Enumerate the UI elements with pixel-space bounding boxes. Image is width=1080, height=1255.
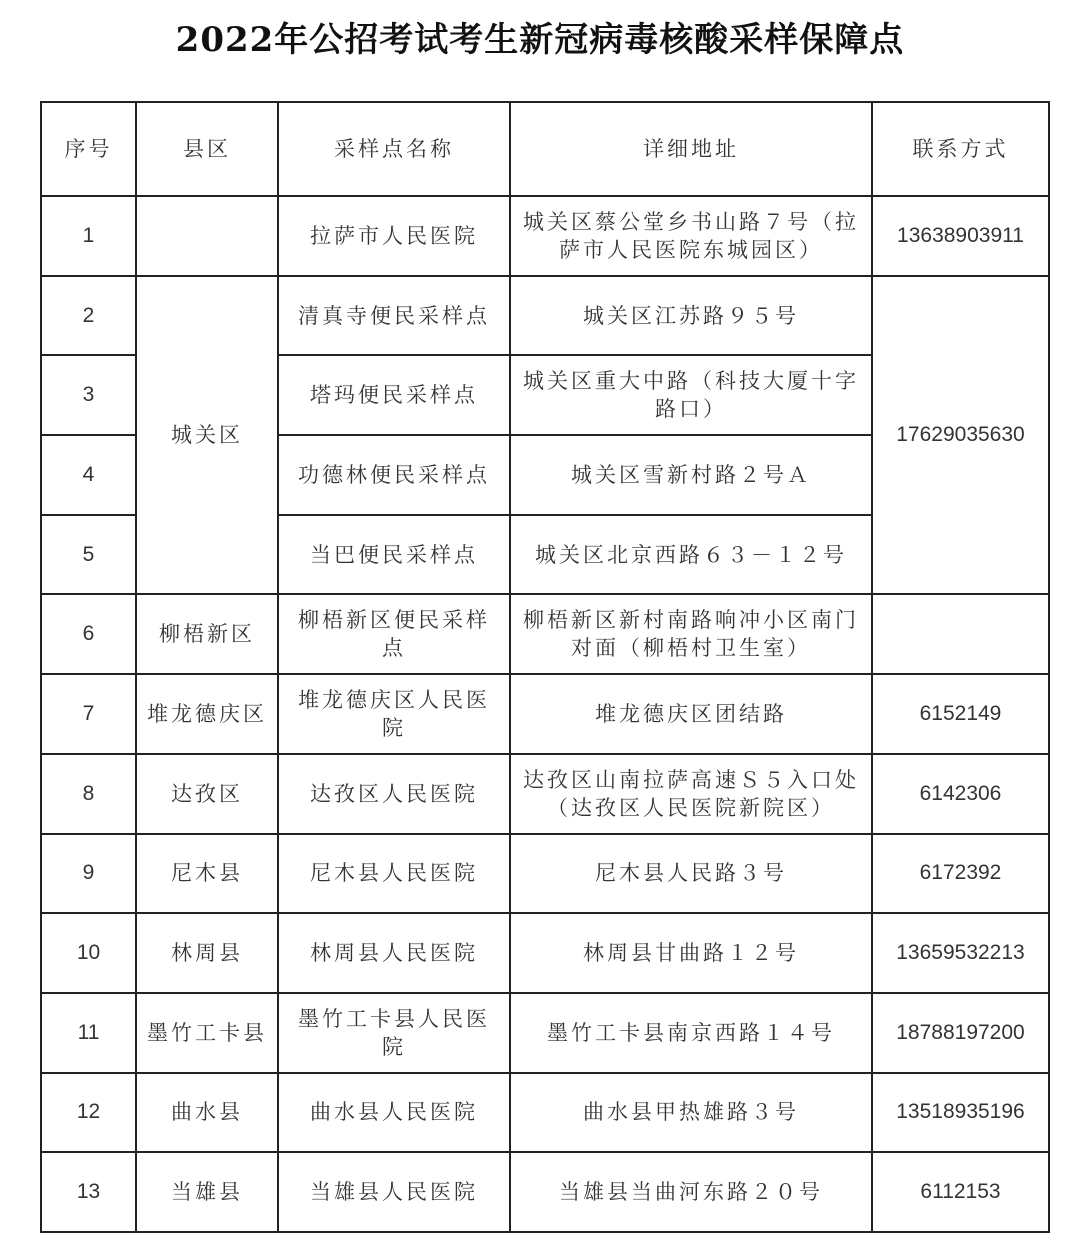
table-header-row: [41, 102, 1049, 196]
table-row: [41, 754, 1049, 834]
row-no: 12: [41, 1073, 136, 1153]
row-phone: 6172392: [872, 834, 1049, 914]
row-address: 城关区北京西路６３－１２号: [510, 515, 872, 595]
row-address: 林周县甘曲路１２号: [510, 913, 872, 993]
row-no: 2: [41, 276, 136, 356]
table-row: [41, 276, 1049, 356]
row-district: 达孜区: [136, 754, 278, 834]
row-site: 拉萨市人民医院: [278, 196, 510, 276]
row-site: 堆龙德庆区人民医院: [278, 674, 510, 754]
row-district: 曲水县: [136, 1073, 278, 1153]
row-no: 11: [41, 993, 136, 1073]
row-no: 7: [41, 674, 136, 754]
row-phone: 13518935196: [872, 1073, 1049, 1153]
row-phone: [872, 594, 1049, 674]
row-site: 塔玛便民采样点: [278, 355, 510, 435]
row-phone: 6152149: [872, 674, 1049, 754]
row-address: 尼木县人民路３号: [510, 834, 872, 914]
row-address: 曲水县甲热雄路３号: [510, 1073, 872, 1153]
row-no: 1: [41, 196, 136, 276]
row-address: 达孜区山南拉萨高速Ｓ５入口处（达孜区人民医院新院区）: [510, 754, 872, 834]
header-contact: 联系方式: [872, 102, 1049, 196]
row-phone: 18788197200: [872, 993, 1049, 1073]
row-no: 13: [41, 1152, 136, 1232]
row-district: 当雄县: [136, 1152, 278, 1232]
row-site: 墨竹工卡县人民医院: [278, 993, 510, 1073]
row-address: 墨竹工卡县南京西路１４号: [510, 993, 872, 1073]
table-row: [41, 834, 1049, 914]
row-no: 10: [41, 913, 136, 993]
header-no: 序号: [41, 102, 136, 196]
row-no: 6: [41, 594, 136, 674]
table-row: [41, 674, 1049, 754]
row-district: 林周县: [136, 913, 278, 993]
table-row: [41, 196, 1049, 276]
row-site: 当巴便民采样点: [278, 515, 510, 595]
row-site: 功德林便民采样点: [278, 435, 510, 515]
row-district: 城关区: [136, 276, 278, 595]
table-row: [41, 1152, 1049, 1232]
row-district: 尼木县: [136, 834, 278, 914]
row-phone: 13659532213: [872, 913, 1049, 993]
row-address: 城关区江苏路９５号: [510, 276, 872, 356]
row-site: 达孜区人民医院: [278, 754, 510, 834]
table-row: [41, 913, 1049, 993]
row-phone: 17629035630: [872, 276, 1049, 595]
sampling-sites-table: [40, 101, 1050, 1233]
row-no: 9: [41, 834, 136, 914]
row-address: 当雄县当曲河东路２０号: [510, 1152, 872, 1232]
header-site-name: 采样点名称: [278, 102, 510, 196]
row-site: 尼木县人民医院: [278, 834, 510, 914]
row-district: [136, 196, 278, 276]
row-address: 柳梧新区新村南路响冲小区南门对面（柳梧村卫生室）: [510, 594, 872, 674]
row-district: 墨竹工卡县: [136, 993, 278, 1073]
row-district: 堆龙德庆区: [136, 674, 278, 754]
row-address: 堆龙德庆区团结路: [510, 674, 872, 754]
table-row: [41, 1073, 1049, 1153]
row-no: 3: [41, 355, 136, 435]
row-phone: 13638903911: [872, 196, 1049, 276]
row-phone: 6112153: [872, 1152, 1049, 1232]
row-phone: 6142306: [872, 754, 1049, 834]
row-site: 柳梧新区便民采样点: [278, 594, 510, 674]
row-site: 曲水县人民医院: [278, 1073, 510, 1153]
row-no: 8: [41, 754, 136, 834]
row-site: 林周县人民医院: [278, 913, 510, 993]
row-address: 城关区雪新村路２号Ａ: [510, 435, 872, 515]
table-row: [41, 594, 1049, 674]
header-district: 县区: [136, 102, 278, 196]
page-title: 2022年公招考试考生新冠病毒核酸采样保障点: [175, 20, 905, 60]
row-no: 5: [41, 515, 136, 595]
header-address: 详细地址: [510, 102, 872, 196]
table-row: [41, 993, 1049, 1073]
row-district: 柳梧新区: [136, 594, 278, 674]
row-no: 4: [41, 435, 136, 515]
row-address: 城关区蔡公堂乡书山路７号（拉萨市人民医院东城园区）: [510, 196, 872, 276]
row-site: 清真寺便民采样点: [278, 276, 510, 356]
row-address: 城关区重大中路（科技大厦十字路口）: [510, 355, 872, 435]
row-site: 当雄县人民医院: [278, 1152, 510, 1232]
